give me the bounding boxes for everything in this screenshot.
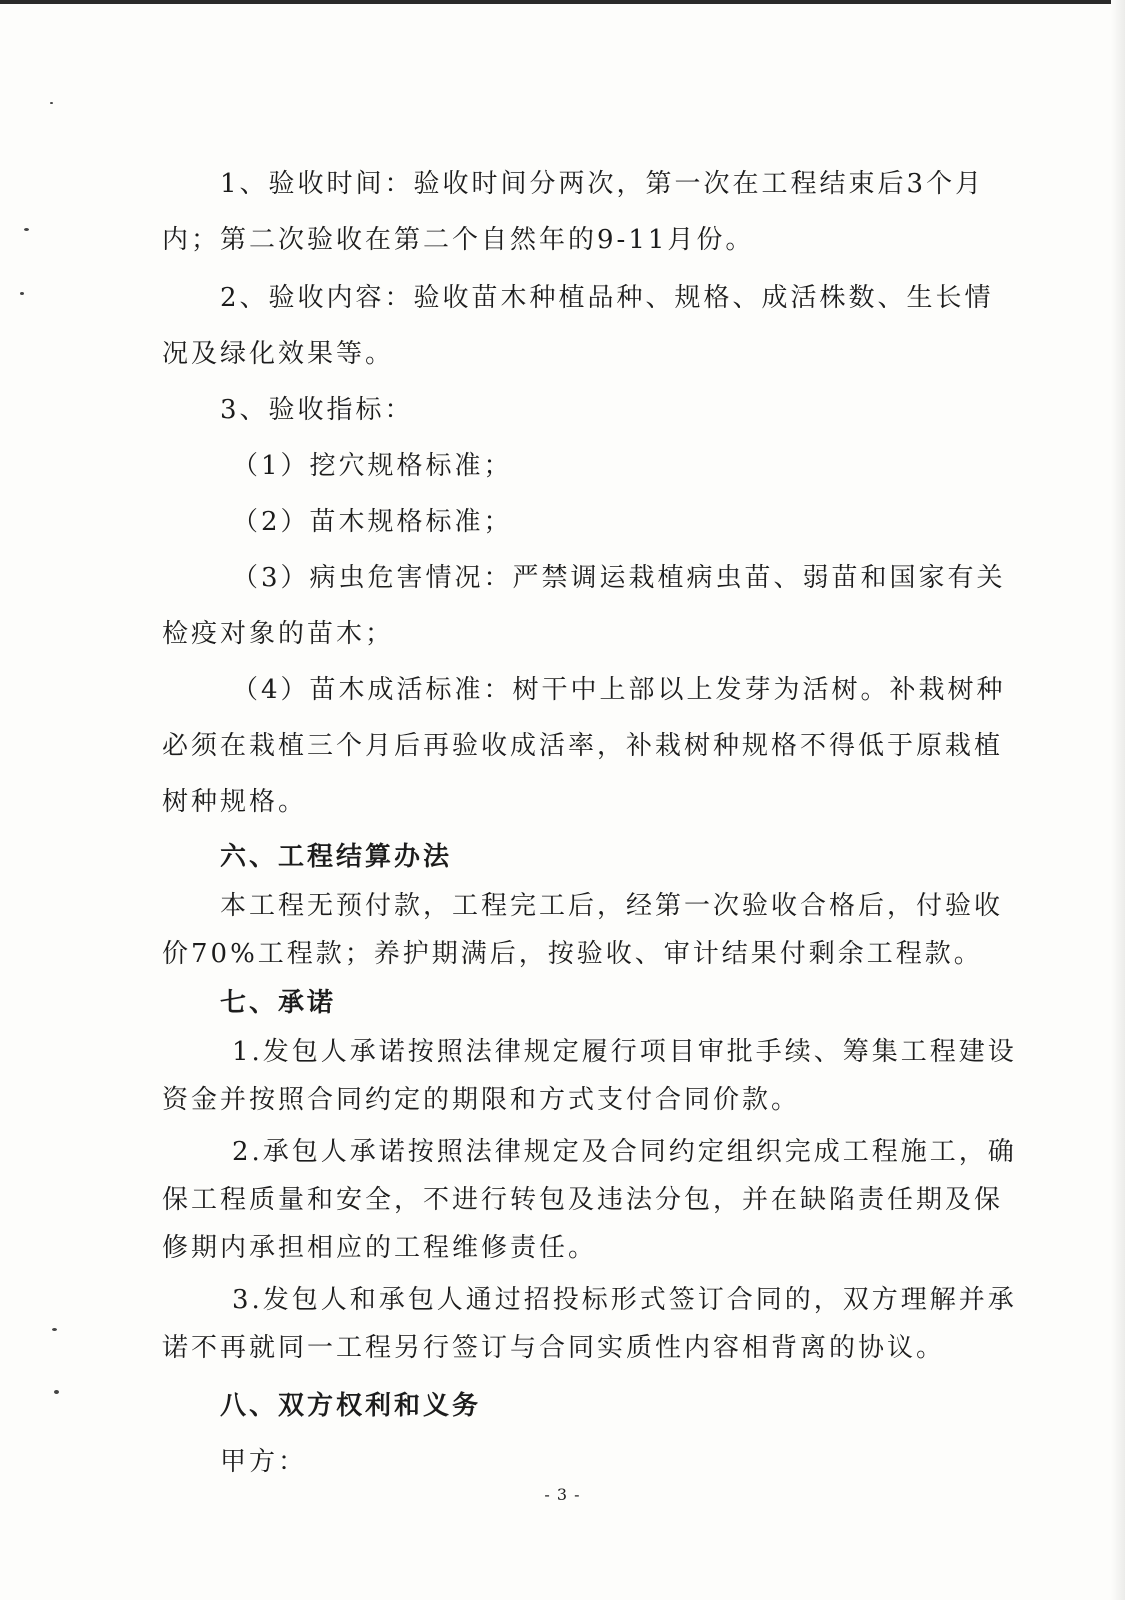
commitment-item-1: 1.发包人承诺按照法律规定履行项目审批手续、筹集工程建设资金并按照合同约定的期限和方式支付合同价款。	[162, 1037, 1017, 1115]
section-8-heading: 八、双方权利和义务	[220, 1391, 482, 1421]
party-a-label: 甲方：	[220, 1447, 308, 1477]
acceptance-time-paragraph: 1、验收时间：验收时间分两次，第一次在工程结束后3个月内；第二次验收在第二个自然年的9-11月份。	[162, 169, 985, 255]
acceptance-criteria-paragraph: 3、验收指标：	[220, 395, 414, 425]
commitment-item-3: 3.发包人和承包人通过招投标形式签订合同的，双方理解并承诺不再就同一工程另行签订与合同实质性内容相背离的协议。	[162, 1285, 1017, 1363]
section-6-body: 本工程无预付款，工程完工后，经第一次验收合格后，付验收价70%工程款；养护期满后，按验收、审计结果付剩余工程款。	[162, 891, 1004, 969]
criteria-item-3: （3）病虫危害情况：严禁调运栽植病虫苗、弱苗和国家有关检疫对象的苗木；	[162, 563, 1006, 649]
criteria-item-1: （1）挖穴规格标准；	[232, 451, 513, 481]
scan-edge-top	[0, 0, 1125, 4]
scan-speck	[54, 1390, 59, 1394]
scan-speck	[24, 228, 29, 231]
scan-speck	[50, 102, 53, 104]
commitment-item-2: 2.承包人承诺按照法律规定及合同约定组织完成工程施工，确保工程质量和安全，不进行转包及违法分包，并在缺陷责任期及保修期内承担相应的工程维修责任。	[162, 1137, 1017, 1263]
section-7-heading: 七、承诺	[220, 988, 337, 1018]
scan-speck	[52, 1328, 57, 1331]
scan-edge-right	[1111, 0, 1125, 1600]
section-6-heading: 六、工程结算办法	[220, 842, 453, 872]
page-number: - 3 -	[544, 1485, 581, 1504]
criteria-item-4: （4）苗木成活标准：树干中上部以上发芽为活树。补栽树种必须在栽植三个月后再验收成活率，补栽树种规格不得低于原栽植树种规格。	[162, 675, 1006, 817]
scan-speck	[20, 292, 24, 295]
criteria-item-2: （2）苗木规格标准；	[232, 507, 513, 537]
document-body	[162, 156, 1020, 1490]
acceptance-content-paragraph: 2、验收内容：验收苗木种植品种、规格、成活株数、生长情况及绿化效果等。	[162, 283, 994, 369]
